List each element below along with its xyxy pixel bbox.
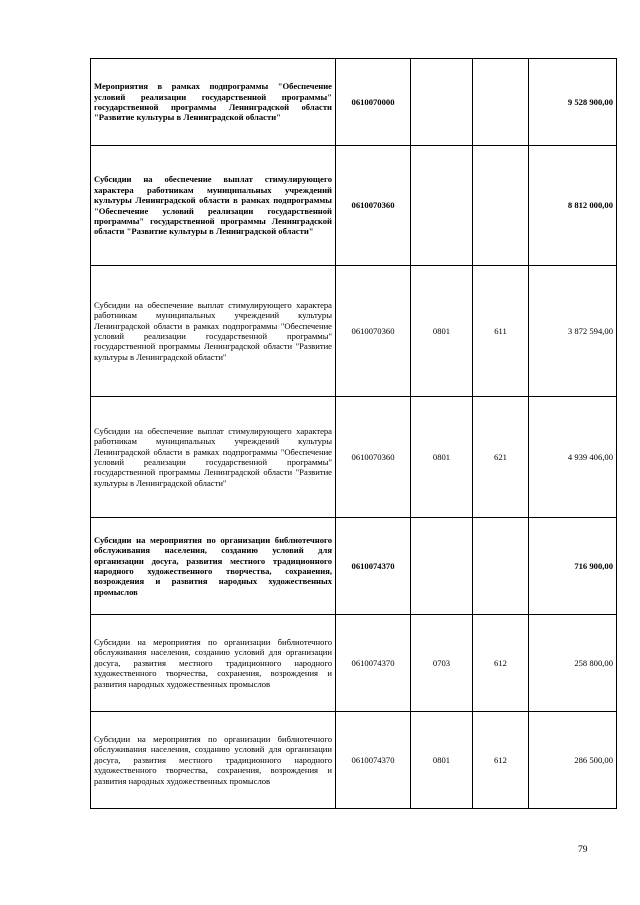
- target-code-cell: 0610070000: [336, 59, 411, 146]
- expense-type-cell: 621: [473, 397, 529, 518]
- amount-cell: 716 900,00: [529, 518, 617, 615]
- section-code-cell: [411, 59, 473, 146]
- target-code-cell: 0610070360: [336, 146, 411, 266]
- amount-cell: 286 500,00: [529, 712, 617, 809]
- row-name-cell: Субсидии на обеспечение выплат стимулирующего характера работникам муниципальных учреждений культуры Ленинградской области в рамках подпрограммы "Обеспечение условий реализации государственной программы" государственной программы Ленинградской области "Развитие культуры в Ленинградской области": [91, 266, 336, 397]
- table-row: [91, 59, 617, 146]
- target-code-cell: 0610070360: [336, 266, 411, 397]
- target-code-cell: 0610070360: [336, 397, 411, 518]
- row-name-cell: Мероприятия в рамках подпрограммы "Обеспечение условий реализации государственной программы" государственной программы Ленинградской области "Развитие культуры в Ленинградской области": [91, 59, 336, 146]
- amount-cell: 9 528 900,00: [529, 59, 617, 146]
- expense-type-cell: 612: [473, 615, 529, 712]
- target-code-cell: 0610074370: [336, 518, 411, 615]
- expense-type-cell: [473, 59, 529, 146]
- budget-table: [90, 58, 617, 809]
- page-number: 79: [578, 845, 588, 855]
- section-code-cell: [411, 146, 473, 266]
- expense-type-cell: 612: [473, 712, 529, 809]
- section-code-cell: 0801: [411, 397, 473, 518]
- section-code-cell: [411, 518, 473, 615]
- expense-type-cell: 611: [473, 266, 529, 397]
- amount-cell: 8 812 000,00: [529, 146, 617, 266]
- table-row: [91, 518, 617, 615]
- amount-cell: 4 939 406,00: [529, 397, 617, 518]
- row-name-cell: Субсидии на мероприятия по организации библиотечного обслуживания населения, созданию условий для организации досуга, развития местного традиционного народного художественного творчества, сохранения, возрождения и развития народных художественных промыслов: [91, 615, 336, 712]
- table-row: [91, 146, 617, 266]
- row-name-cell: Субсидии на мероприятия по организации библиотечного обслуживания населения, созданию условий для организации досуга, развития местного традиционного народного художественного творчества, сохранения, возрождения и развития народных художественных промыслов: [91, 518, 336, 615]
- table-row: [91, 615, 617, 712]
- expense-type-cell: [473, 146, 529, 266]
- target-code-cell: 0610074370: [336, 615, 411, 712]
- row-name-cell: Субсидии на мероприятия по организации библиотечного обслуживания населения, созданию условий для организации досуга, развития местного традиционного народного художественного творчества, сохранения, возрождения и развития народных художественных промыслов: [91, 712, 336, 809]
- target-code-cell: 0610074370: [336, 712, 411, 809]
- section-code-cell: 0801: [411, 712, 473, 809]
- section-code-cell: 0801: [411, 266, 473, 397]
- amount-cell: 3 872 594,00: [529, 266, 617, 397]
- expense-type-cell: [473, 518, 529, 615]
- section-code-cell: 0703: [411, 615, 473, 712]
- row-name-cell: Субсидии на обеспечение выплат стимулирующего характера работникам муниципальных учреждений культуры Ленинградской области в рамках подпрограммы "Обеспечение условий реализации государственной программы" государственной программы Ленинградской области "Развитие культуры в Ленинградской области": [91, 397, 336, 518]
- row-name-cell: Субсидии на обеспечение выплат стимулирующего характера работникам муниципальных учреждений культуры Ленинградской области в рамках подпрограммы "Обеспечение условий реализации государственной программы" государственной программы Ленинградской области "Развитие культуры в Ленинградской области": [91, 146, 336, 266]
- amount-cell: 258 800,00: [529, 615, 617, 712]
- table-row: [91, 397, 617, 518]
- table-row: [91, 266, 617, 397]
- table-row: [91, 712, 617, 809]
